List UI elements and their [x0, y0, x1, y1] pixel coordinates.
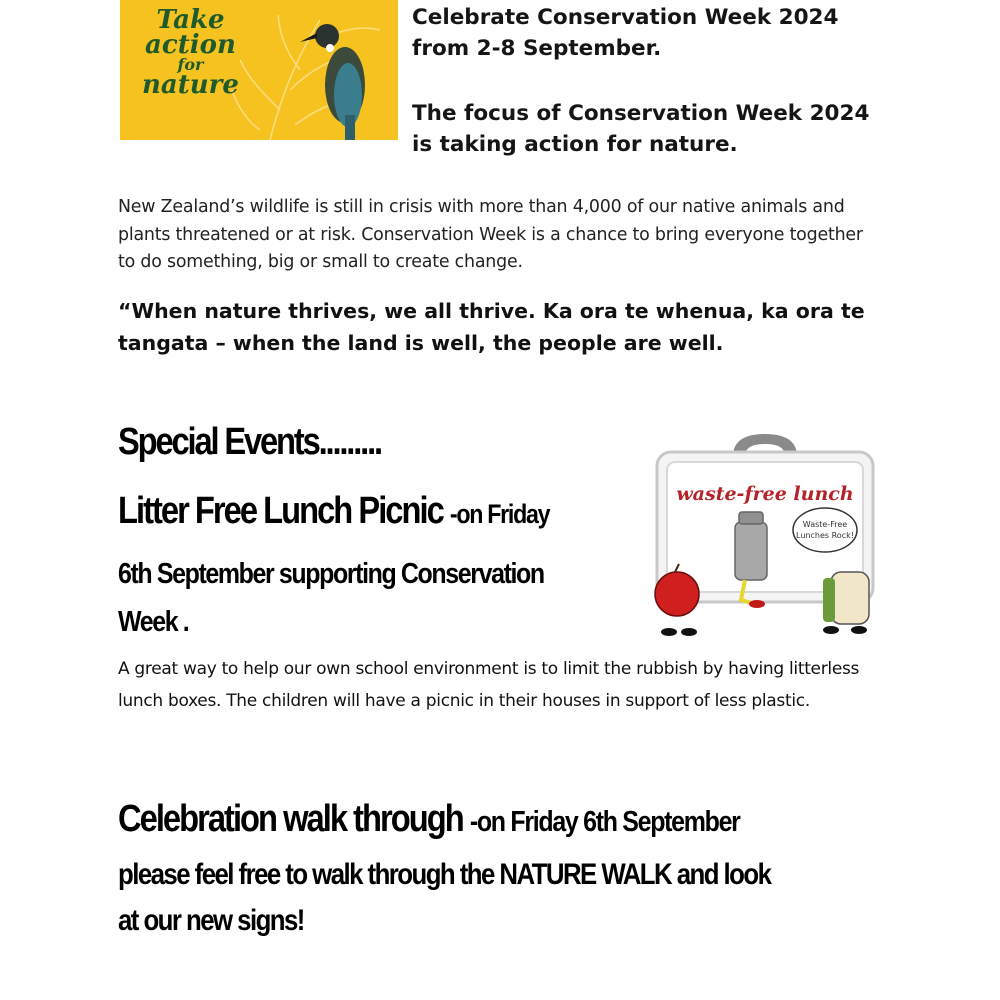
litter-free-lunch-heading [118, 490, 549, 533]
svg-text:Lunches Rock!: Lunches Rock! [796, 531, 854, 540]
celebration-walk-heading [118, 798, 740, 841]
nature-quote: “When nature thrives, we all thrive. Ka ora te whenua, ka ora te tangata – when the land is well, the people are well. [118, 299, 865, 355]
litter-free-lunch-subheading: 6th September supporting Conservation Week . [118, 558, 544, 638]
litter-free-lunch-date: -on Friday [449, 499, 550, 529]
litter-free-lunch-title: Litter Free Lunch Picnic [118, 490, 450, 532]
celebration-walk-title: Celebration walk through [118, 798, 470, 840]
svg-text:waste-free lunch: waste-free lunch [676, 483, 854, 505]
special-events-heading: Special Events......... [118, 421, 381, 463]
litter-free-lunch-description: A great way to help our own school environment is to limit the rubbish by having litterless lunch boxes. The children will have a picnic in their houses in support of less plastic. [118, 659, 860, 711]
waste-free-lunch-illustration [645, 432, 885, 640]
intro-dates: Celebrate Conservation Week 2024 from 2-8 September. [412, 5, 839, 61]
wildlife-crisis-paragraph: New Zealand’s wildlife is still in crisis with more than 4,000 of our native animals and plants threatened or at risk. Conservation Week is a chance to bring everyone together to do something, big or small to create change. [118, 197, 863, 272]
take-action-for-nature-banner [120, 0, 398, 140]
celebration-walk-details: please feel free to walk through the NATURE WALK and look at our new signs! [118, 858, 771, 937]
celebration-walk-date: -on Friday 6th September [469, 806, 740, 838]
intro-focus: The focus of Conservation Week 2024 is taking action for nature. [412, 101, 870, 157]
svg-text:Waste-Free: Waste-Free [802, 520, 848, 529]
banner-slogan: Take action for nature [142, 5, 239, 100]
intro-block [412, 2, 882, 160]
